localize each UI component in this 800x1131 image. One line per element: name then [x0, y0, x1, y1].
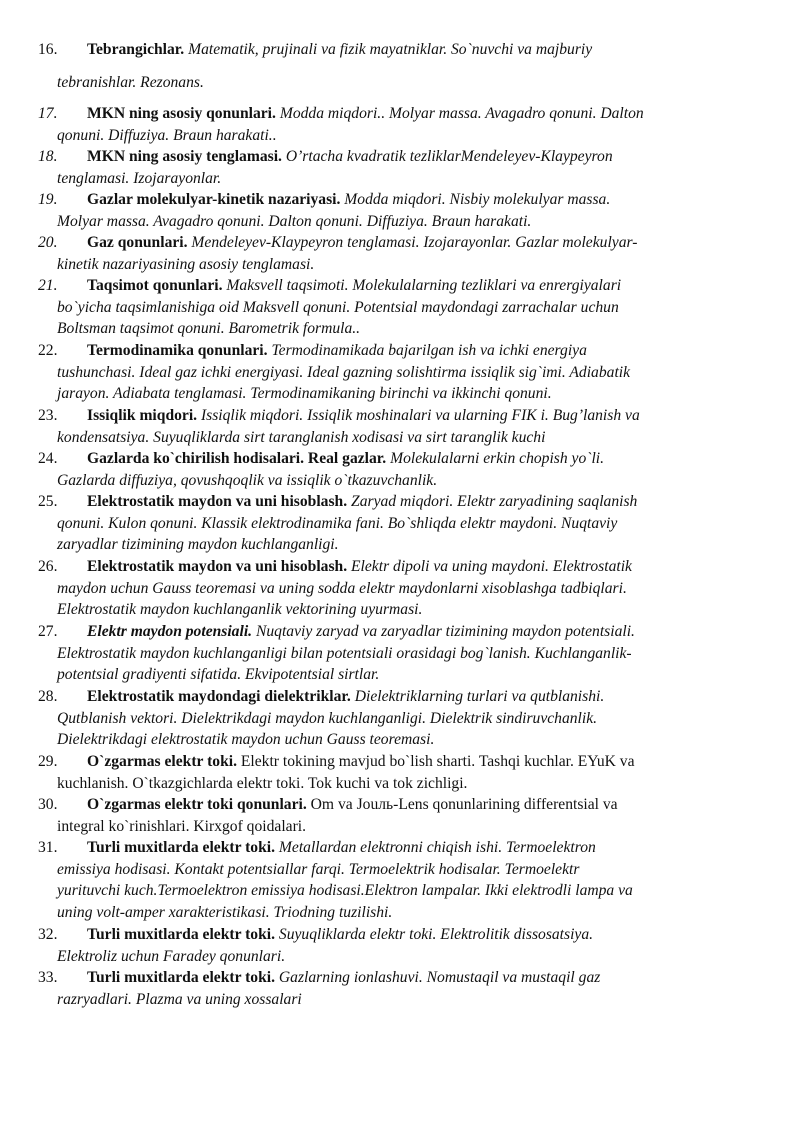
item-description: Modda miqdori.. Molyar massa. Avagadro qonuni. Dalton — [279, 105, 644, 122]
list-item-32 — [38, 924, 770, 967]
item-description: qonuni. Diffuziya. Braun harakati.. — [57, 126, 277, 144]
item-title: Issiqlik miqdori. — [87, 407, 198, 424]
item-description: Elektr tokining mavjud bo`lish sharti. Tashqi kuchlar. EYuK va — [240, 753, 635, 770]
item-description: potentsial gradiyenti sifatida. Ekvipotentsial sirtlar. — [57, 666, 380, 684]
item-description: jarayon. Adiabata tenglamasi. Termodinamikaning birinchi va ikkinchi qonuni. — [57, 385, 552, 403]
item-number: 25. — [38, 493, 58, 510]
item-title: O`zgarmas elektr toki qonunlari. — [87, 796, 307, 813]
item-description: Dielektrikdagi elektrostatik maydon uchun Gauss teoremasi. — [57, 731, 435, 749]
item-description: Boltsman taqsimot qonuni. Barometrik formula.. — [57, 320, 361, 338]
item-title: MKN ning asosiy tenglamasi. — [87, 148, 282, 165]
item-number: 29. — [38, 753, 58, 770]
item-description: Elektr dipoli va uning maydoni. Elektrostatik — [351, 558, 632, 575]
item-description: kinetik nazariyasining asosiy tenglamasi. — [57, 255, 315, 273]
item-number: 19. — [38, 191, 58, 208]
item-description: maydon uchun Gauss teoremasi va uning sodda elektr maydonlarni xisoblashga tadbiqlari. — [57, 579, 627, 597]
item-description: Modda miqdori. Nisbiy molekulyar massa. — [344, 191, 611, 208]
item-description: razryadlari. Plazma va uning xossalari — [57, 990, 302, 1008]
item-description: Elektroliz uchun Faradey qonunlari. — [57, 947, 286, 965]
item-title: Gazlar molekulyar-kinetik nazariyasi. — [87, 191, 341, 208]
item-description: qonuni. Kulon qonuni. Klassik elektrodinamika fani. Bo`shliqda elektr maydoni. Nuqtaviy — [57, 514, 618, 532]
item-description: Molyar massa. Avagadro qonuni. Dalton qonuni. Diffuziya. Braun harakati. — [57, 212, 532, 230]
item-description: Elektrostatik maydon kuchlanganlik vektorining uyurmasi. — [57, 601, 423, 619]
item-title: Turli muxitlarda elektr toki. — [87, 969, 275, 986]
item-number: 33. — [38, 969, 58, 986]
item-title: Elektrostatik maydon va uni hisoblash. — [87, 493, 348, 510]
item-description: yurituvchi kuch.Termoelektron emissiya hodisasi.Elektron lampalar. Ikki elektrodli lampa va — [57, 882, 633, 900]
item-description: Nuqtaviy zaryad va zaryadlar tizimining maydon potentsiali. — [255, 623, 635, 640]
item-number: 32. — [38, 926, 58, 943]
item-description: tushunchasi. Ideal gaz ichki energiyasi. Ideal gazning solishtirma issiqlik sig`imi. Adiabatik — [57, 363, 631, 381]
item-description: bo`yicha taqsimlanishiga oid Maksvell qonuni. Potentsial maydondagi zarrachalar uchun — [57, 298, 619, 316]
list-item-31 — [38, 837, 770, 923]
item-description: Mendeleyev-Klaypeyron tenglamasi. Izojarayonlar. Gazlar molekulyar- — [191, 234, 638, 251]
item-number: 27. — [38, 623, 58, 640]
item-title: Turli muxitlarda elektr toki. — [87, 926, 275, 943]
item-description: emissiya hodisasi. Kontakt potentsiallar farqi. Termoelektrik hodisalar. Termoelektr — [57, 860, 580, 878]
item-title: MKN ning asosiy qonunlari. — [87, 105, 276, 122]
item-number: 18. — [38, 148, 58, 165]
item-number: 23. — [38, 407, 58, 424]
list-item-27 — [38, 621, 770, 686]
item-title: Gazlarda ko`chirilish hodisalari. Real gazlar. — [87, 450, 387, 467]
list-item-26 — [38, 556, 770, 621]
item-title: O`zgarmas elektr toki. — [87, 753, 237, 770]
item-description: Termodinamikada bajarilgan ish va ichki energiya — [271, 342, 587, 359]
item-description: kuchlanish. O`tkazgichlarda elektr toki. Tok kuchi va tok zichligi. — [57, 774, 468, 792]
item-description: tebranishlar. Rezonans. — [57, 73, 204, 91]
list-item-16 — [38, 34, 770, 99]
item-description: Suyuqliklarda elektr toki. Elektrolitik dissosatsiya. — [278, 926, 594, 943]
list-item-25 — [38, 491, 770, 556]
item-number: 16. — [38, 41, 58, 58]
item-description: uning volt-amper xarakteristikasi. Triodning tuzilishi. — [57, 903, 393, 921]
item-title: Elektrostatik maydon va uni hisoblash. — [87, 558, 348, 575]
item-title: Gaz qonunlari. — [87, 234, 188, 251]
item-description: Gazlarning ionlashuvi. Nomustaqil va mustaqil gaz — [278, 969, 601, 986]
list-item-28 — [38, 686, 770, 751]
item-description: O’rtacha kvadratik tezliklarMendeleyev-Klaypeyron — [285, 148, 613, 165]
item-number: 21. — [38, 277, 58, 294]
list-item-33 — [38, 967, 770, 1010]
item-description: zaryadlar tizimining maydon kuchlanganligi. — [57, 536, 339, 554]
item-title: Tebrangichlar. — [87, 41, 185, 58]
item-description: Om va Jouль-Lens qonunlarining differentsial va — [310, 796, 618, 813]
item-number: 20. — [38, 234, 58, 251]
item-title: Termodinamika qonunlari. — [87, 342, 268, 359]
item-description: tenglamasi. Izojarayonlar. — [57, 169, 222, 187]
item-description: Metallardan elektronni chiqish ishi. Termoelektron — [278, 839, 596, 856]
list-item-29 — [38, 751, 770, 794]
list-item-19 — [38, 189, 770, 232]
item-description: integral ko`rinishlari. Kirxgof qoidalari. — [57, 817, 306, 835]
item-description: Issiqlik miqdori. Issiqlik moshinalari va ularning FIK i. Bug’lanish va — [200, 407, 640, 424]
item-number: 26. — [38, 558, 58, 575]
item-description: Dielektriklarning turlari va qutblanishi. — [354, 688, 605, 705]
item-title: Elektr maydon potensiali. — [87, 623, 253, 640]
list-item-23 — [38, 405, 770, 448]
list-item-24 — [38, 448, 770, 491]
item-number: 22. — [38, 342, 58, 359]
item-description: Qutblanish vektori. Dielektrikdagi maydon kuchlanganligi. Dielektrik sindiruvchanlik. — [57, 709, 598, 727]
item-number: 31. — [38, 839, 58, 856]
item-title: Elektrostatik maydondagi dielektriklar. — [87, 688, 351, 705]
item-description: Molekulalarni erkin chopish yo`li. — [390, 450, 605, 467]
item-description: Zaryad miqdori. Elektr zaryadining saqlanish — [351, 493, 638, 510]
item-description: Matematik, prujinali va fizik mayatniklar. So`nuvchi va majburiy — [188, 41, 593, 58]
item-title: Taqsimot qonunlari. — [87, 277, 223, 294]
item-number: 17. — [38, 105, 58, 122]
item-title: Turli muxitlarda elektr toki. — [87, 839, 275, 856]
item-number: 24. — [38, 450, 58, 467]
item-number: 30. — [38, 796, 58, 813]
list-item-20 — [38, 232, 770, 275]
list-item-18 — [38, 146, 770, 189]
item-description: Maksvell taqsimoti. Molekulalarning tezliklari va enrergiyalari — [226, 277, 622, 294]
list-item-22 — [38, 340, 770, 405]
list-item-17 — [38, 103, 770, 146]
item-description: Elektrostatik maydon kuchlanganligi bilan potentsiali orasidagi bog`lanish. Kuchlanganlik- — [57, 644, 632, 662]
list-item-30 — [38, 794, 770, 837]
list-item-21 — [38, 275, 770, 340]
item-description: kondensatsiya. Suyuqliklarda sirt taranglanish xodisasi va sirt taranglik kuchi — [57, 428, 546, 446]
item-description: Gazlarda diffuziya, qovushqoqlik va issiqlik o`tkazuvchanlik. — [57, 471, 438, 489]
item-number: 28. — [38, 688, 58, 705]
